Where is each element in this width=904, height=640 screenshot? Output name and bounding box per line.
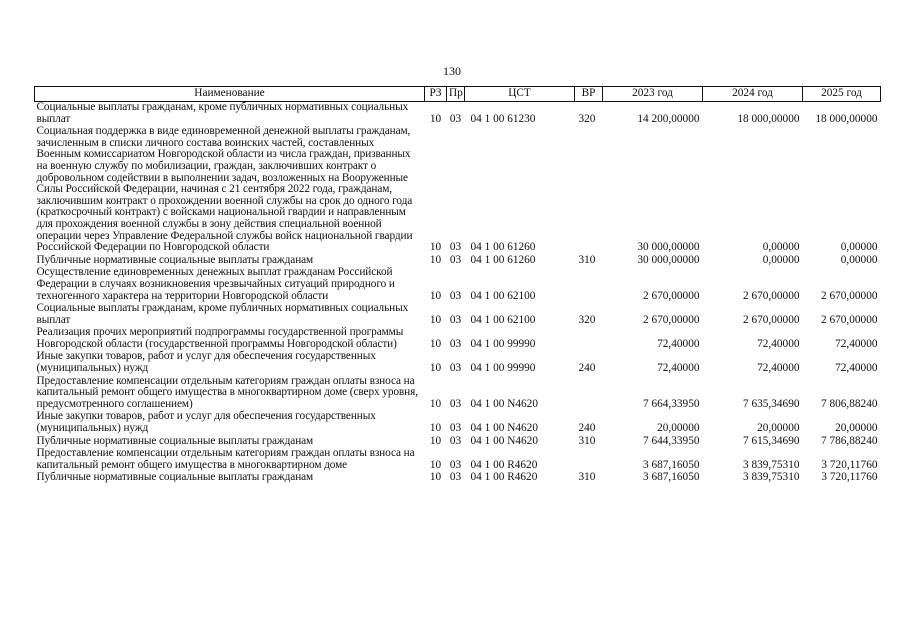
row-vr	[575, 448, 603, 472]
row-value-2023: 14 200,00000	[637, 112, 700, 125]
row-vr	[575, 327, 603, 351]
row-cst: 04 1 00 99990	[470, 362, 536, 375]
row-name: Предоставление компенсации отдельным категориям граждан оплаты взноса на капитальный ремонт общего имущества в многоквартирном доме	[36, 447, 415, 471]
row-rz: 10	[429, 458, 442, 471]
row-pr: 03	[449, 112, 462, 125]
table-row	[35, 126, 881, 255]
row-cst: 04 1 00 N4620	[470, 422, 538, 435]
row-value-2024: 72,40000	[757, 337, 800, 350]
row-value-2024: 7 635,34690	[743, 397, 800, 410]
header-vr: ВР	[575, 87, 603, 102]
table-row	[35, 448, 881, 472]
row-rz: 10	[429, 434, 442, 447]
row-pr: 03	[449, 253, 462, 266]
row-name: Социальные выплаты гражданам, кроме публичных нормативных социальных выплат	[36, 302, 409, 326]
table-row	[35, 327, 881, 351]
row-rz: 10	[429, 253, 442, 266]
row-rz: 10	[429, 112, 442, 125]
row-pr: 03	[449, 422, 462, 435]
row-value-2024: 3 839,75310	[743, 458, 800, 471]
row-value-2023: 20,00000	[657, 422, 700, 435]
row-rz: 10	[429, 397, 442, 410]
row-cst: 04 1 00 61260	[470, 241, 536, 254]
row-vr: 310	[578, 253, 596, 266]
row-vr: 310	[578, 471, 596, 484]
budget-table	[34, 86, 881, 485]
row-rz: 10	[429, 337, 442, 350]
row-value-2024: 18 000,00000	[737, 112, 800, 125]
row-value-2023: 2 670,00000	[643, 313, 700, 326]
row-value-2023: 30 000,00000	[637, 253, 700, 266]
table-header-row	[35, 87, 881, 102]
row-cst: 04 1 00 R4620	[470, 458, 538, 471]
row-rz: 10	[429, 313, 442, 326]
row-value-2024: 0,00000	[762, 241, 800, 254]
row-cst: 04 1 00 R4620	[470, 471, 538, 484]
header-cst: ЦСТ	[465, 87, 575, 102]
row-vr: 320	[578, 112, 596, 125]
row-name: Публичные нормативные социальные выплаты гражданам	[36, 434, 314, 447]
table-row	[35, 411, 881, 435]
row-cst: 04 1 00 99990	[470, 337, 536, 350]
header-2023: 2023 год	[603, 87, 703, 102]
row-value-2025: 18 000,00000	[815, 112, 878, 125]
row-rz: 10	[429, 241, 442, 254]
row-pr: 03	[449, 337, 462, 350]
row-value-2023: 2 670,00000	[643, 289, 700, 302]
header-2024: 2024 год	[703, 87, 803, 102]
row-value-2025: 7 806,88240	[821, 397, 878, 410]
row-value-2025: 72,40000	[835, 362, 878, 375]
row-name: Социальная поддержка в виде единовременной денежной выплаты гражданам, зачисленным в списки личного состава воинских частей, составленных Военным комиссариатом Новгородской области из числа граждан, призванных на военную службу по мобилизации, граждан, заключивших контракт о добровольном содействии в выполнении задач, возложенных на Вооруженные Силы Российской Федерации, начиная с 21 сентября 2022 года, гражданам, заключившим контракт о прохождении военной службы на срок до одного года (краткосрочный контракт) с войсками национальной гвардии и направленным для прохождения военной службы в зону действия специальной военной операции через Управление Федеральной службы войск национальной гвардии Российской Федерации по Новгородской области	[36, 125, 413, 254]
row-pr: 03	[449, 241, 462, 254]
row-value-2025: 0,00000	[840, 253, 878, 266]
row-value-2023: 30 000,00000	[637, 241, 700, 254]
header-2025: 2025 год	[803, 87, 881, 102]
row-pr: 03	[449, 397, 462, 410]
row-name: Иные закупки товаров, работ и услуг для обеспечения государственных (муниципальных) нужд	[36, 350, 376, 375]
row-rz: 10	[429, 289, 442, 302]
row-value-2023: 7 644,33950	[643, 434, 700, 447]
row-value-2025: 3 720,11760	[821, 458, 878, 471]
row-vr: 310	[578, 434, 596, 447]
row-value-2024: 7 615,34690	[743, 434, 800, 447]
row-value-2025: 0,00000	[840, 241, 878, 254]
header-name: Наименование	[35, 87, 425, 102]
header-rz: РЗ	[425, 87, 447, 102]
row-value-2023: 3 687,16050	[643, 458, 700, 471]
row-value-2025: 20,00000	[835, 422, 878, 435]
row-value-2024: 3 839,75310	[743, 471, 800, 484]
row-vr	[575, 267, 603, 303]
row-value-2023: 3 687,16050	[643, 471, 700, 484]
row-vr: 240	[578, 362, 596, 375]
row-value-2024: 2 670,00000	[743, 313, 800, 326]
row-value-2023: 72,40000	[657, 337, 700, 350]
row-value-2025: 3 720,11760	[821, 471, 878, 484]
row-pr: 03	[449, 434, 462, 447]
row-vr: 320	[578, 313, 596, 326]
row-rz: 10	[429, 471, 442, 484]
row-name: Публичные нормативные социальные выплаты гражданам	[36, 253, 314, 266]
row-cst: 04 1 00 N4620	[470, 434, 538, 447]
row-pr: 03	[449, 289, 462, 302]
table-row	[35, 376, 881, 412]
row-name: Реализация прочих мероприятий подпрограммы государственной программы Новгородской области (государственной программы Новгородской области)	[36, 326, 404, 350]
row-name: Публичные нормативные социальные выплаты гражданам	[36, 471, 314, 484]
row-vr	[575, 126, 603, 255]
row-value-2025: 72,40000	[835, 337, 878, 350]
row-value-2024: 0,00000	[762, 253, 800, 266]
header-pr: Пр	[447, 87, 465, 102]
row-name: Осуществление единовременных денежных выплат гражданам Российской Федерации в случаях возникновения чрезвычайных ситуаций природного и техногенного характера на территории Новгородской области	[36, 266, 395, 302]
row-rz: 10	[429, 422, 442, 435]
row-pr: 03	[449, 362, 462, 375]
row-value-2025: 7 786,88240	[821, 434, 878, 447]
row-value-2025: 2 670,00000	[821, 313, 878, 326]
table-row	[35, 102, 881, 127]
page-number: 130	[443, 64, 461, 78]
row-vr	[575, 376, 603, 412]
row-cst: 04 1 00 61230	[470, 112, 536, 125]
table-row	[35, 303, 881, 327]
row-pr: 03	[449, 458, 462, 471]
table-row	[35, 267, 881, 303]
row-name: Социальные выплаты гражданам, кроме публичных нормативных социальных выплат	[36, 101, 409, 125]
row-cst: 04 1 00 N4620	[470, 397, 538, 410]
row-name: Предоставление компенсации отдельным категориям граждан оплаты взноса на капитальный ремонт общего имущества в многоквартирном доме (сверх уровня, предусмотренного соглашением)	[36, 374, 418, 410]
row-name: Иные закупки товаров, работ и услуг для обеспечения государственных (муниципальных) нужд	[36, 410, 376, 435]
row-value-2024: 20,00000	[757, 422, 800, 435]
row-rz: 10	[429, 362, 442, 375]
row-cst: 04 1 00 61260	[470, 253, 536, 266]
row-value-2023: 72,40000	[657, 362, 700, 375]
table-body	[35, 102, 881, 486]
row-value-2024: 72,40000	[757, 362, 800, 375]
row-cst: 04 1 00 62100	[470, 313, 536, 326]
row-value-2024: 2 670,00000	[743, 289, 800, 302]
row-value-2025: 2 670,00000	[821, 289, 878, 302]
row-pr: 03	[449, 471, 462, 484]
row-value-2023: 7 664,33950	[643, 397, 700, 410]
row-pr: 03	[449, 313, 462, 326]
row-vr: 240	[578, 422, 596, 435]
table-row	[35, 472, 881, 485]
table-row	[35, 351, 881, 375]
row-cst: 04 1 00 62100	[470, 289, 536, 302]
